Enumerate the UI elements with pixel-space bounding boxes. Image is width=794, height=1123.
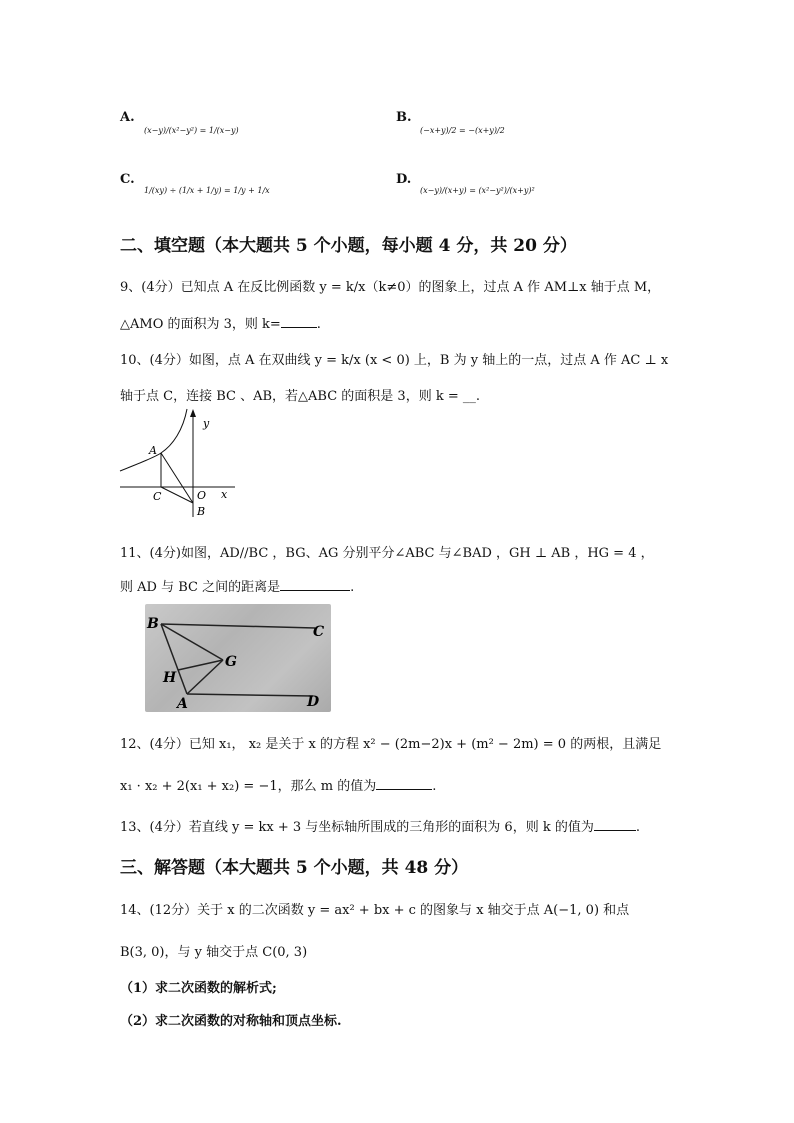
question-12-text: x₁ · x₂ + 2(x₁ + x₂) = −1，那么 m 的值为 [120,779,377,794]
label-c: C [313,624,325,640]
label-y: y [203,417,210,430]
option-a-formula: (x−y)/(x²−y²) = 1/(x−y) [144,126,239,135]
option-c-formula: 1/(xy) ÷ (1/x + 1/y) = 1/y + 1/x [144,186,270,195]
question-12-line2 [120,775,436,794]
hyperbola-figure [115,405,240,520]
answer-blank[interactable] [376,777,432,790]
geometry-photo [145,604,331,712]
label-a: A [177,696,188,712]
answer-blank[interactable] [280,578,350,591]
line-hg [178,660,223,670]
question-9-line2 [120,313,321,332]
question-12-end: . [432,779,437,794]
question-14-line1: 14、(12分）关于 x 的二次函数 y = ax² + bx + c 的图象与 x 轴交于点 A(−1, 0) 和点 [120,903,630,918]
option-b-formula: (−x+y)/2 = −(x+y)/2 [420,126,505,135]
label-x: x [221,488,228,501]
section-heading: 三、解答题（本大题共 5 个小题，共 48 分） [120,858,469,878]
y-axis-arrow [190,409,196,417]
option-letter: C. [120,172,135,187]
question-14-sub1: （1）求二次函数的解析式; [120,981,277,996]
option-letter: B. [396,110,412,125]
question-10-line2: 轴于点 C，连接 BC 、AB，若△ABC 的面积是 3，则 k = __. [120,389,480,404]
line-ag [187,660,223,694]
question-13-text: 13、(4分）若直线 y = kx + 3 与坐标轴所围成的三角形的面积为 6，则 k 的值为 [120,820,594,835]
question-13-end: . [635,820,640,835]
line-ad [187,694,313,696]
option-a [120,106,135,125]
section-heading: 二、填空题（本大题共 5 个小题，每小题 4 分，共 20 分） [120,236,577,256]
question-14-sub2: （2）求二次函数的对称轴和顶点坐标. [120,1014,342,1029]
question-14-line2: B(3, 0)，与 y 轴交于点 C(0, 3) [120,945,308,960]
option-b [396,106,412,125]
question-11-end: . [350,580,355,595]
question-11-line2 [120,576,354,595]
label-a: A [149,444,157,457]
line-bg [161,624,223,660]
label-b: B [197,505,206,518]
option-letter: D. [396,172,412,187]
question-9-text: △AMO 的面积为 3，则 k= [120,317,281,332]
question-12-line1: 12、(4分）已知 x₁， x₂ 是关于 x 的方程 x² − (2m−2)x + (m² − 2m) = 0 的两根，且满足 [120,737,662,752]
option-d-formula: (x−y)/(x+y) = (x²−y²)/(x+y)² [420,186,535,195]
hyperbola-curve [120,409,187,471]
option-letter: A. [120,110,135,125]
question-9-end: . [316,317,321,332]
label-b: B [147,616,159,632]
label-h: H [163,670,177,686]
option-c [120,168,135,187]
label-c: C [153,490,162,503]
question-13 [120,816,640,835]
option-d [396,168,411,187]
answer-blank[interactable] [594,818,636,831]
label-g: G [225,654,237,670]
label-o: O [197,489,207,502]
parallel-lines-figure [145,604,331,712]
label-d: D [307,694,320,710]
question-10-line1: 10、(4分）如图，点 A 在双曲线 y = k/x (x < 0) 上，B 为 y 轴上的一点，过点 A 作 AC ⊥ x [120,353,669,368]
answer-blank[interactable] [281,315,317,328]
line-bc [161,624,315,628]
question-11-line1: 11、(4分)如图，AD//BC ，BG、AG 分别平分∠ABC 与∠BAD ，GH ⊥ AB ，HG = 4 ， [120,546,654,561]
question-9-line1: 9、(4分）已知点 A 在反比例函数 y = k/x（k≠0）的图象上，过点 A 作 AM⊥x 轴于点 M， [120,280,661,295]
question-11-text: 则 AD 与 BC 之间的距离是 [120,580,281,595]
